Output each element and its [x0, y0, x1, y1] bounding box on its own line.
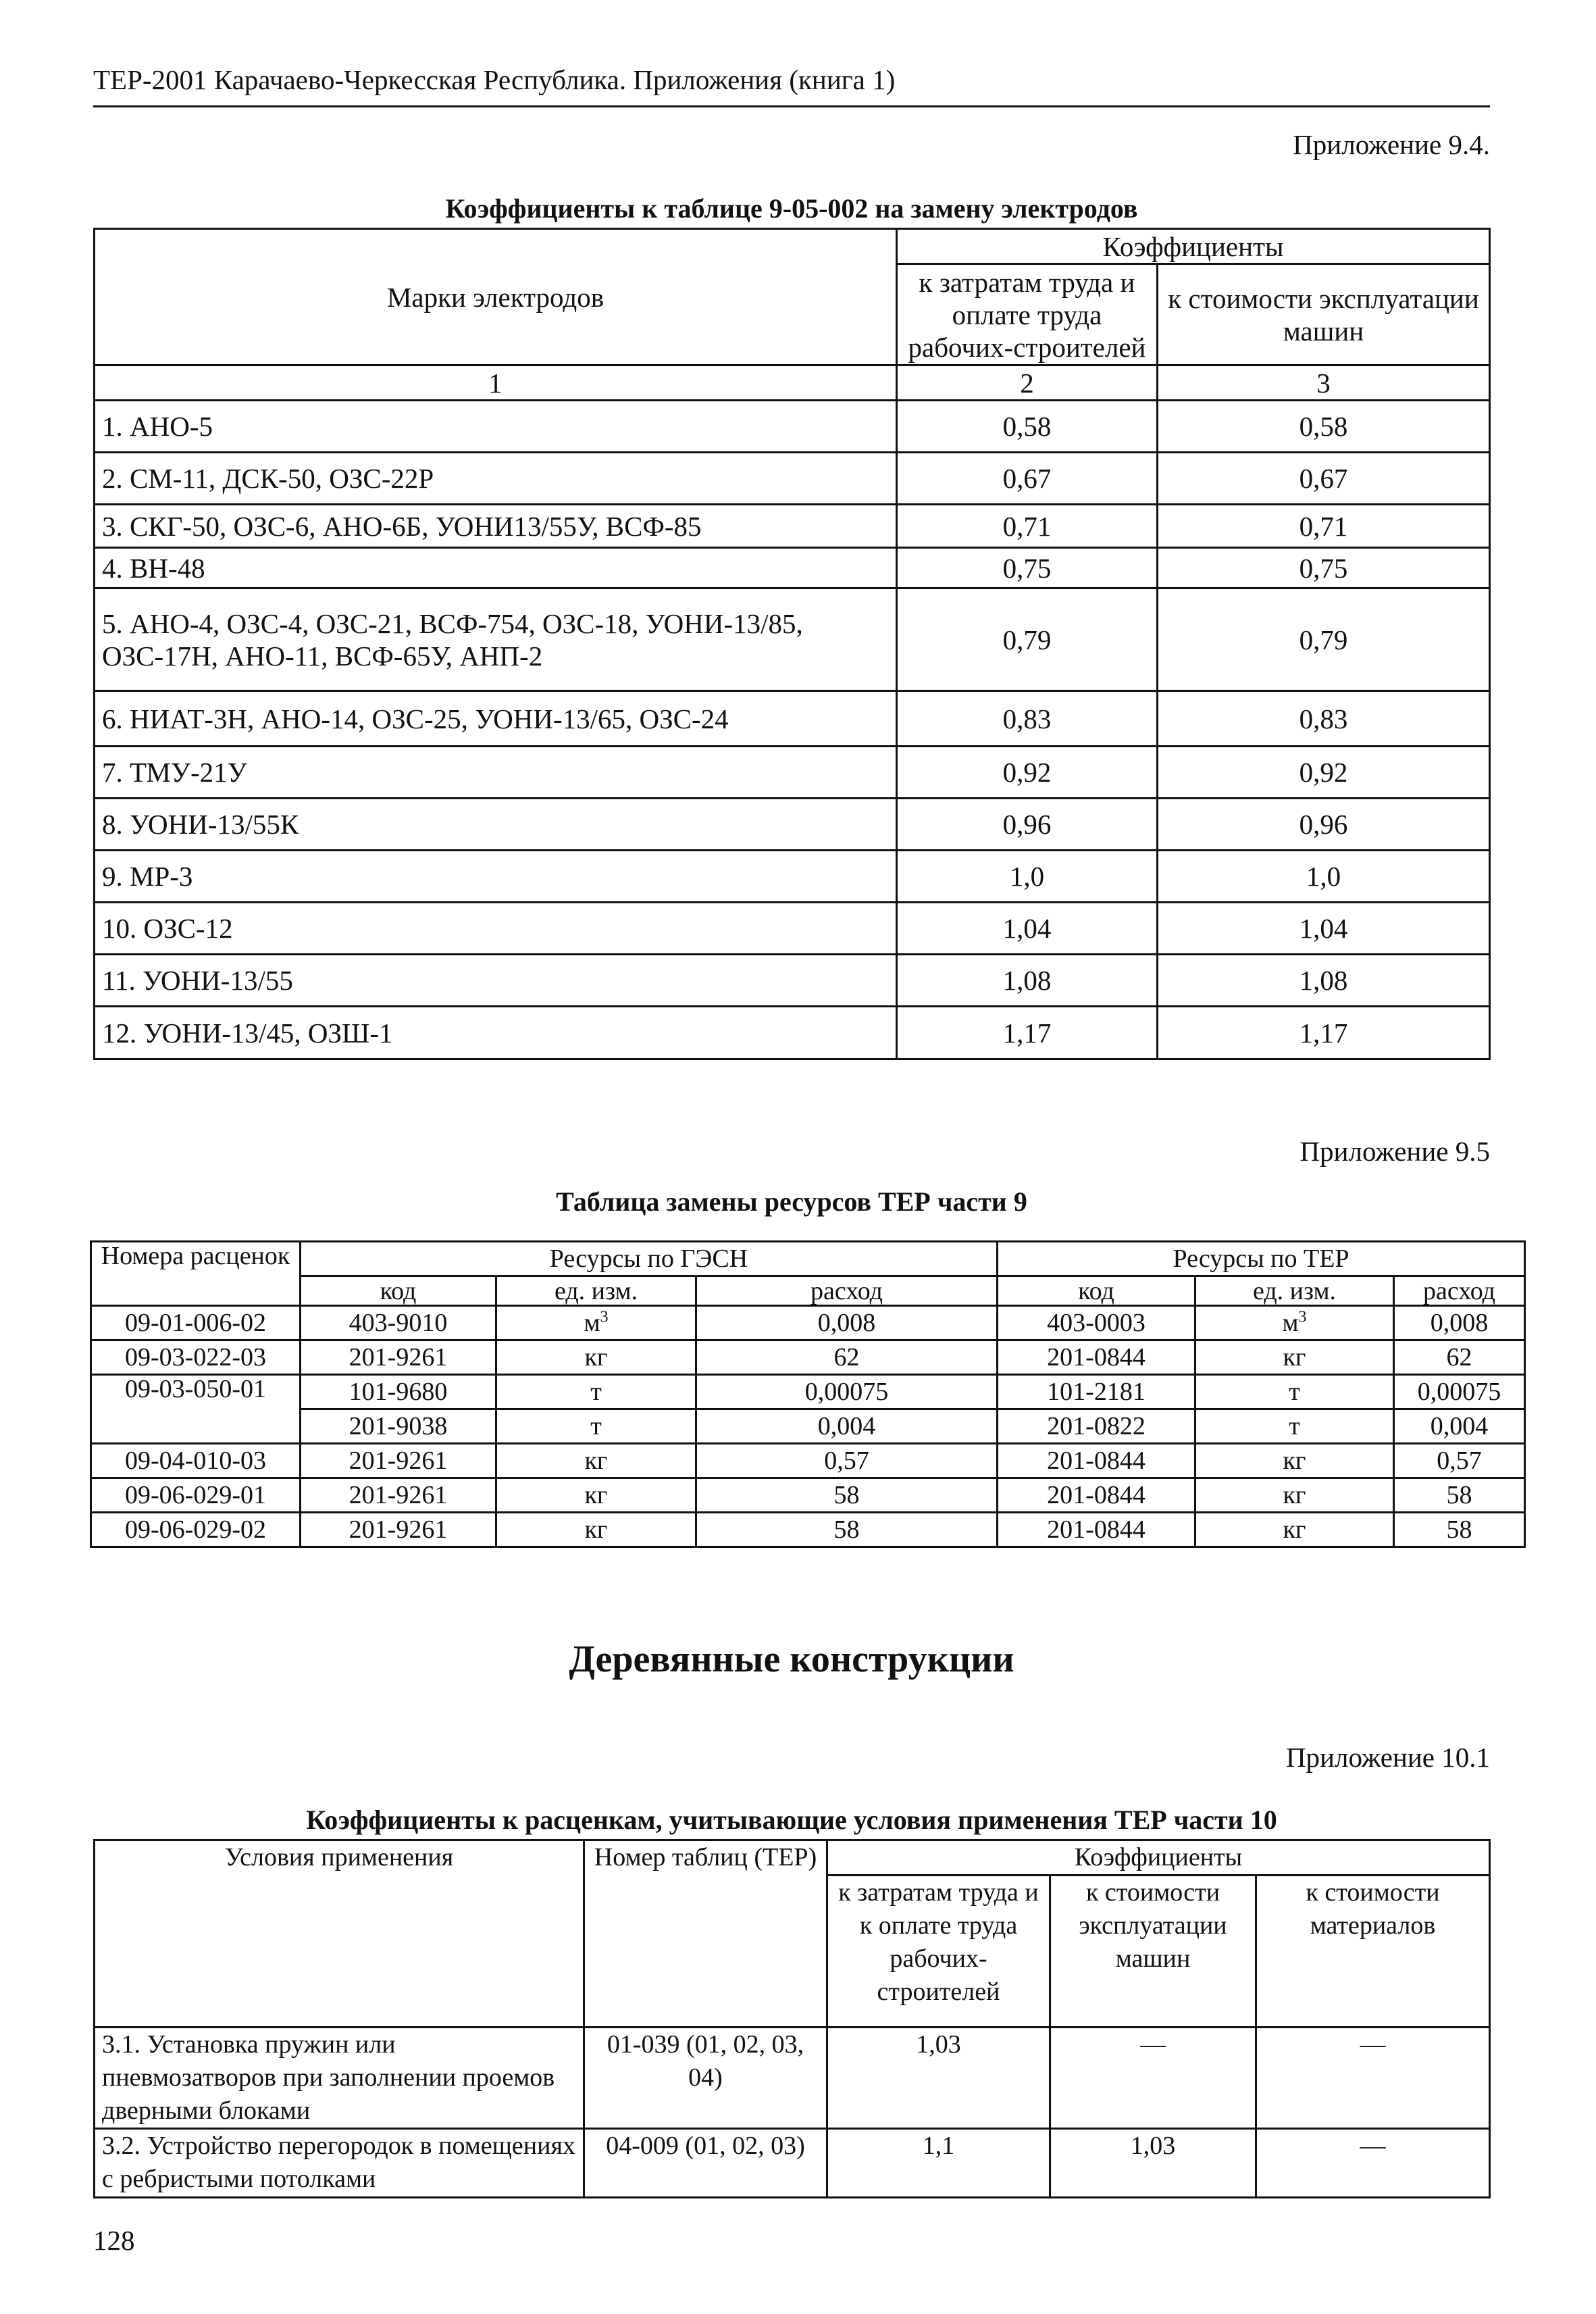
gesn-unit: кг: [496, 1340, 696, 1375]
labor-coefficient: 1,04: [897, 903, 1158, 955]
header-gesn-unit: ед. изм.: [496, 1276, 696, 1306]
appendix-9-4-label: Приложение 9.4.: [1293, 129, 1490, 160]
header-gesn-resources: Ресурсы по ГЭСН: [301, 1242, 998, 1276]
ter-code: 101-2181: [998, 1375, 1195, 1409]
electrode-brand: 1. АНО-5: [95, 401, 897, 453]
ter-unit: кг: [1195, 1444, 1394, 1478]
table-number: 01-039 (01, 02, 03, 04): [584, 2028, 827, 2129]
gesn-consumption: 0,57: [696, 1444, 998, 1478]
electrode-coefficients-table: [93, 228, 1491, 1060]
machine-coefficient: 1,08: [1158, 955, 1490, 1007]
table-row: [95, 799, 1490, 851]
ter-consumption: 58: [1394, 1513, 1525, 1547]
gesn-code: 201-9261: [301, 1444, 496, 1478]
ter-unit: т: [1195, 1409, 1394, 1444]
machine-coefficient: 0,71: [1158, 505, 1490, 548]
table-row: [95, 588, 1490, 691]
table-row: [95, 453, 1490, 505]
electrode-brand: 10. ОЗС-12: [95, 903, 897, 955]
application-condition: 3.1. Установка пружин или пневмозатворов при заполнении проемов дверными блоками: [95, 2028, 584, 2129]
table-row: [91, 1478, 1525, 1513]
rate-number: 09-06-029-01: [91, 1478, 301, 1513]
gesn-code: 201-9038: [301, 1409, 496, 1444]
ter-unit: кг: [1195, 1340, 1394, 1375]
labor-coefficient: 0,83: [897, 691, 1158, 747]
electrode-brand: 9. МР-3: [95, 851, 897, 903]
table-row: [91, 1375, 1525, 1409]
labor-coefficient: 0,96: [897, 799, 1158, 851]
ter-unit: $м^3$: [1195, 1306, 1394, 1340]
header-ter-resources: Ресурсы по ТЕР: [998, 1242, 1525, 1276]
electrode-brand: 11. УОНИ-13/55: [95, 955, 897, 1007]
table-row: [95, 505, 1490, 548]
header-conditions: Условия применения: [95, 1840, 584, 2028]
ter-consumption: 0,57: [1394, 1444, 1525, 1478]
table-row: [95, 747, 1490, 799]
labor-coefficient: 0,71: [897, 505, 1158, 548]
table-row: [95, 851, 1490, 903]
labor-coefficient: 1,17: [897, 1007, 1158, 1059]
electrode-brand: 6. НИАТ-3Н, АНО-14, ОЗС-25, УОНИ-13/65, ОЗС-24: [95, 691, 897, 747]
gesn-unit: т: [496, 1375, 696, 1409]
machine-coefficient: 1,0: [1158, 851, 1490, 903]
header-gesn-code: код: [301, 1276, 496, 1306]
rate-number: 09-04-010-03: [91, 1444, 301, 1478]
table-row: [95, 548, 1490, 588]
table-row: [95, 2028, 1490, 2129]
header-machines: к стоимости эксплуатации машин: [1158, 264, 1490, 366]
table-row: [91, 1306, 1525, 1340]
gesn-code: 201-9261: [301, 1478, 496, 1513]
header-gesn-consumption: расход: [696, 1276, 998, 1306]
ter-code: 201-0844: [998, 1444, 1195, 1478]
running-header: [93, 62, 1490, 107]
rate-number: 09-06-029-02: [91, 1513, 301, 1547]
header-materials: к стоимости материалов: [1256, 1876, 1490, 2028]
ter-consumption: 62: [1394, 1340, 1525, 1375]
header-table-number: Номер таблиц (ТЕР): [584, 1840, 827, 2028]
table-row: [95, 955, 1490, 1007]
appendix-9-5-caption: Таблица замены ресурсов ТЕР части 9: [556, 1186, 1027, 1217]
gesn-code: 201-9261: [301, 1513, 496, 1547]
application-condition: 3.2. Устройство перегородок в помещениях с ребристыми потолками: [95, 2129, 584, 2198]
rate-number: 09-03-022-03: [91, 1340, 301, 1375]
gesn-unit: т: [496, 1409, 696, 1444]
column-number-2: 2: [897, 366, 1158, 401]
ter-code: 201-0822: [998, 1409, 1195, 1444]
header-machines: к стоимости эксплуатации машин: [1050, 1876, 1256, 2028]
ter-unit: кг: [1195, 1513, 1394, 1547]
electrode-brand: 5. АНО-4, ОЗС-4, ОЗС-21, ВСФ-754, ОЗС-18, УОНИ-13/85, ОЗС-17Н, АНО-11, ВСФ-65У, АНП-2: [95, 588, 897, 691]
rate-number: 09-01-006-02: [91, 1306, 301, 1340]
table-row: [95, 1007, 1490, 1059]
electrode-brand: 8. УОНИ-13/55К: [95, 799, 897, 851]
material-coefficient: —: [1256, 2028, 1490, 2129]
column-number-1: 1: [95, 366, 897, 401]
electrode-brand: 12. УОНИ-13/45, ОЗШ-1: [95, 1007, 897, 1059]
ter-consumption: 0,008: [1394, 1306, 1525, 1340]
labor-coefficient: 1,03: [827, 2028, 1050, 2129]
machine-coefficient: 0,96: [1158, 799, 1490, 851]
gesn-consumption: 58: [696, 1478, 998, 1513]
machine-coefficient: 1,03: [1050, 2129, 1256, 2198]
ter-unit: кг: [1195, 1478, 1394, 1513]
gesn-consumption: 0,00075: [696, 1375, 998, 1409]
ter-code: 201-0844: [998, 1478, 1195, 1513]
labor-coefficient: 0,79: [897, 588, 1158, 691]
machine-coefficient: 0,75: [1158, 548, 1490, 588]
header-coefficients: Коэффициенты: [897, 229, 1490, 264]
appendix-9-4-caption: Коэффициенты к таблице 9-05-002 на замену электродов: [445, 193, 1138, 224]
machine-coefficient: 1,04: [1158, 903, 1490, 955]
header-labor: к затратам труда и к оплате труда рабочих-строителей: [827, 1876, 1050, 2028]
machine-coefficient: 0,79: [1158, 588, 1490, 691]
appendix-9-5-label: Приложение 9.5: [1299, 1136, 1490, 1167]
table-row: [95, 2129, 1490, 2198]
gesn-consumption: 58: [696, 1513, 998, 1547]
labor-coefficient: 1,0: [897, 851, 1158, 903]
column-number-3: 3: [1158, 366, 1490, 401]
table-row: [91, 1409, 1525, 1444]
header-labor: к затратам труда и оплате труда рабочих-строителей: [897, 264, 1158, 366]
running-header-text: ТЕР-2001 Карачаево-Черкесская Республика. Приложения (книга 1): [93, 64, 896, 95]
table-row: [91, 1444, 1525, 1478]
resource-replacement-table: [90, 1240, 1526, 1548]
machine-coefficient: 1,17: [1158, 1007, 1490, 1059]
material-coefficient: —: [1256, 2129, 1490, 2198]
appendix-10-1-label: Приложение 10.1: [1285, 1742, 1490, 1773]
page-number: 128: [93, 2225, 135, 2256]
wood-structures-coefficients-table: [93, 1839, 1491, 2198]
electrode-brand: 4. ВН-48: [95, 548, 897, 588]
gesn-unit: кг: [496, 1513, 696, 1547]
header-rate-numbers: Номера расценок: [91, 1242, 301, 1306]
table-row: [91, 1340, 1525, 1375]
gesn-code: 101-9680: [301, 1375, 496, 1409]
header-ter-code: код: [998, 1276, 1195, 1306]
ter-code: 201-0844: [998, 1340, 1195, 1375]
electrode-brand: 2. СМ-11, ДСК-50, ОЗС-22Р: [95, 453, 897, 505]
section-title: Деревянные конструкции: [569, 1638, 1014, 1680]
gesn-unit: кг: [496, 1478, 696, 1513]
ter-unit: т: [1195, 1375, 1394, 1409]
table-number: 04-009 (01, 02, 03): [584, 2129, 827, 2198]
machine-coefficient: 0,83: [1158, 691, 1490, 747]
gesn-consumption: 0,008: [696, 1306, 998, 1340]
table-row: [95, 691, 1490, 747]
gesn-code: 403-9010: [301, 1306, 496, 1340]
ter-consumption: 0,004: [1394, 1409, 1525, 1444]
electrode-brand: 7. ТМУ-21У: [95, 747, 897, 799]
labor-coefficient: 1,1: [827, 2129, 1050, 2198]
machine-coefficient: 0,92: [1158, 747, 1490, 799]
labor-coefficient: 0,92: [897, 747, 1158, 799]
gesn-unit: кг: [496, 1444, 696, 1478]
labor-coefficient: 0,75: [897, 548, 1158, 588]
header-ter-unit: ед. изм.: [1195, 1276, 1394, 1306]
gesn-code: 201-9261: [301, 1340, 496, 1375]
ter-consumption: 0,00075: [1394, 1375, 1525, 1409]
table-row: [95, 401, 1490, 453]
gesn-consumption: 62: [696, 1340, 998, 1375]
gesn-unit: $м^3$: [496, 1306, 696, 1340]
machine-coefficient: 0,58: [1158, 401, 1490, 453]
labor-coefficient: 0,67: [897, 453, 1158, 505]
table-row: [91, 1513, 1525, 1547]
table-row: [95, 903, 1490, 955]
header-ter-consumption: расход: [1394, 1276, 1525, 1306]
gesn-consumption: 0,004: [696, 1409, 998, 1444]
machine-coefficient: —: [1050, 2028, 1256, 2129]
appendix-10-1-caption: Коэффициенты к расценкам, учитывающие условия применения ТЕР части 10: [306, 1805, 1277, 1835]
electrode-brand: 3. СКГ-50, ОЗС-6, АНО-6Б, УОНИ13/55У, ВСФ-85: [95, 505, 897, 548]
machine-coefficient: 0,67: [1158, 453, 1490, 505]
ter-code: 201-0844: [998, 1513, 1195, 1547]
labor-coefficient: 0,58: [897, 401, 1158, 453]
ter-code: 403-0003: [998, 1306, 1195, 1340]
labor-coefficient: 1,08: [897, 955, 1158, 1007]
ter-consumption: 58: [1394, 1478, 1525, 1513]
header-brands: Марки электродов: [95, 229, 897, 366]
header-coefficients: Коэффициенты: [827, 1840, 1490, 1876]
rate-number: 09-03-050-01: [91, 1375, 301, 1444]
